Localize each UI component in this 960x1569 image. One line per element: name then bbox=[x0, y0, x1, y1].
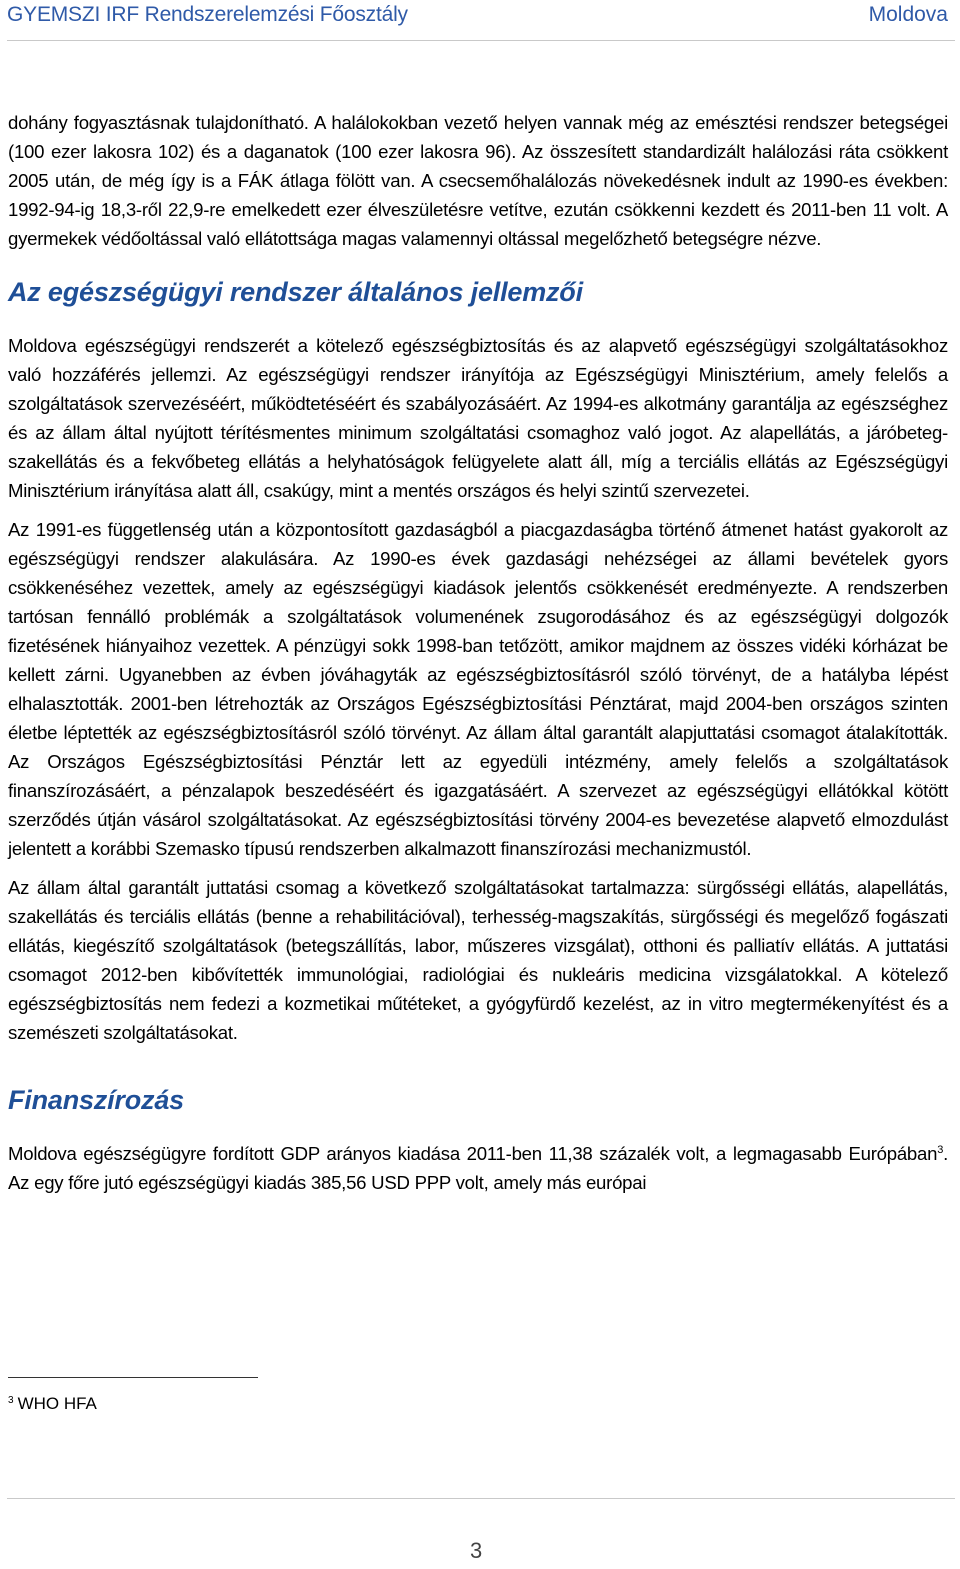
finance-text-end: . Az egy főre jutó egészségügyi kiadás 385,56 USD PPP volt, amely más európai bbox=[8, 1143, 948, 1193]
header-country: Moldova bbox=[868, 3, 948, 26]
document-body bbox=[8, 108, 948, 1207]
section-heading-general: Az egészségügyi rendszer általános jellemzői bbox=[8, 277, 583, 307]
section-heading-finance: Finanszírozás bbox=[8, 1085, 184, 1115]
footer-divider bbox=[7, 1498, 955, 1499]
footnote bbox=[8, 1392, 97, 1416]
paragraph-finance bbox=[8, 1139, 948, 1197]
header-divider bbox=[7, 40, 955, 41]
footnote-number: 3 bbox=[8, 1395, 14, 1406]
header-organization: GYEMSZI IRF Rendszerelemzési Főosztály bbox=[7, 3, 408, 26]
page-header bbox=[0, 0, 960, 50]
footnote-text: WHO HFA bbox=[17, 1394, 97, 1413]
paragraph-mortality: dohány fogyasztásnak tulajdonítható. A halálokokban vezető helyen vannak még az emésztési rendszer betegségei (100 ezer lakosra 102) és a daganatok (100 ezer lakosra 96). Az összesített standardizált halálozási ráta csökkent 2005 után, de még így is a FÁK átlaga fölött van. A csecsemőhalálozás növekedésnek indult az 1990-es években: 1992-94-ig 18,3-ről 22,9-re emelkedett ezer élveszületésre vetítve, ezután csökkenni kezdett és 2011-ben 11 volt. A gyermekek védőoltással való ellátottsága magas valamennyi oltással megelőzhető betegségre nézve. bbox=[8, 112, 948, 249]
paragraph-benefit-package: Az állam által garantált juttatási csomag a következő szolgáltatásokat tartalmazza: sürgősségi ellátás, alapellátás, szakellátás és terciális ellátás (benne a rehabilitációval), terhesség-magszakítás, sürgősségi és megelőző fogászati ellátás, kiegészítő szolgáltatások (betegszállítás, labor, műszeres vizsgálat), otthoni és palliatív ellátás. A juttatási csomagot 2012-ben kibővítették immunológiai, radiológiai és nukleáris medicina vizsgálatokkal. A kötelező egészségbiztosítás nem fedezi a kozmetikai műtéteket, a gyógyfürdő kezelést, az in vitro megtermékenyítést és a szemészeti szolgáltatásokat. bbox=[8, 877, 948, 1043]
footnote-separator bbox=[8, 1377, 258, 1378]
page-number: 3 bbox=[470, 1538, 483, 1563]
footnote-reference[interactable]: 3 bbox=[937, 1143, 944, 1156]
paragraph-system-overview: Moldova egészségügyi rendszerét a kötelező egészségbiztosítás és az alapvető egészségügyi szolgáltatásokhoz való hozzáférés jellemzi. Az egészségügyi rendszer irányítója az Egészségügyi Minisztérium, amely felelős a szolgáltatások szervezéséért, működtetéséért és szabályozásáért. Az 1994-es alkotmány garantálja az egészséghez és az állam által nyújtott térítésmentes minimum szolgáltatási csomaghoz való jogot. Az alapellátás, a járóbeteg-szakellátás és a fekvőbeteg ellátás a helyhatóságok felügyelete alatt áll, míg a terciális ellátás az Egészségügyi Minisztérium irányítása alatt áll, csakúgy, mint a mentés országos és helyi szintű szervezetei. bbox=[8, 335, 948, 501]
paragraph-transition: Az 1991-es függetlenség után a központosított gazdaságból a piacgazdaságba történő átmenet hatást gyakorolt az egészségügyi rendszer alakulására. Az 1990-es évek gazdasági nehézségei az állami bevételek gyors csökkenéséhez vezettek, amely az egészségügyi kiadások jelentős csökkenését eredményezte. A rendszerben tartósan fennálló problémák a szolgáltatások volumenének zsugorodásához és az egészségügyi dolgozók fizetésének hiányaihoz vezettek. A pénzügyi sokk 1998-ban tetőzött, amikor majdnem az összes vidéki kórházat be kellett zárni. Ugyanebben az évben jóváhagyták az egészségbiztosításról szóló törvényt, de a hatályba lépést elhalasztották. 2001-ben létrehozták az Országos Egészségbiztosítási Pénztárat, majd 2004-ben országos szinten életbe léptették az egészségbiztosításról szóló törvényt. Az állam által garantált alapjuttatási csomagot átalakították. Az Országos Egészségbiztosítási Pénztár lett az egyedüli intézmény, amely felelős a szolgáltatások finanszírozásáért, a pénzalapok beszedéséért és igazgatásáért. A szervezet az egészségügyi ellátókkal kötött szerződés útján vásárol szolgáltatásokat. Az egészségbiztosítási törvény 2004-es bevezetése alapvető elmozdulást jelentett a korábbi Szemasko típusú rendszerben alkalmazott finanszírozási mechanizmustól. bbox=[8, 519, 948, 859]
finance-text-start: Moldova egészségügyre fordított GDP arányos kiadása 2011-ben 11,38 százalék volt, a legmagasabb Európában bbox=[8, 1143, 938, 1164]
